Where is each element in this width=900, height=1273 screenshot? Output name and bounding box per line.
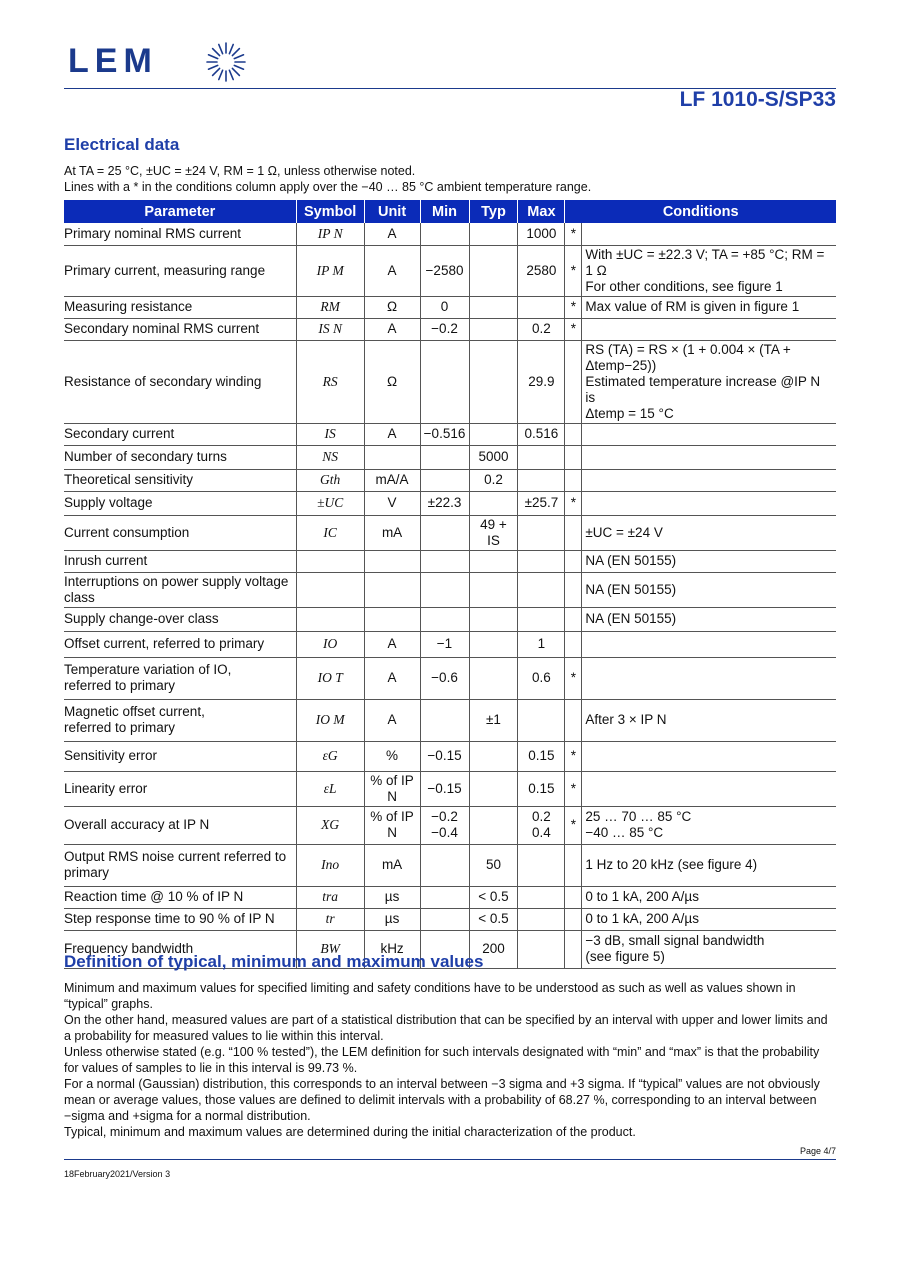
definition-text [64, 980, 836, 1140]
cell-typ [469, 550, 518, 572]
table-row [64, 550, 836, 572]
cell-unit: Ω [364, 340, 420, 423]
cell-min [420, 515, 469, 550]
cell-star [565, 631, 582, 657]
table-row [64, 572, 836, 607]
cell-unit: A [364, 657, 420, 699]
cell-symbol: IP N [296, 223, 364, 245]
cell-typ: < 0.5 [469, 908, 518, 930]
cell-typ [469, 607, 518, 631]
cell-parameter: Output RMS noise current referred to primary [64, 844, 296, 886]
cell-symbol: RM [296, 296, 364, 318]
cell-unit: A [364, 699, 420, 741]
cell-star [565, 844, 582, 886]
cell-parameter: Primary current, measuring range [64, 245, 296, 296]
cell-symbol: tra [296, 886, 364, 908]
cell-typ [469, 223, 518, 245]
table-row [64, 886, 836, 908]
cell-symbol: tr [296, 908, 364, 930]
cell-typ [469, 423, 518, 445]
cell-min: −1 [420, 631, 469, 657]
cell-star [565, 908, 582, 930]
cell-star: * [565, 245, 582, 296]
cell-max [518, 607, 565, 631]
cell-parameter: Theoretical sensitivity [64, 469, 296, 491]
cell-symbol [296, 572, 364, 607]
table-row [64, 699, 836, 741]
table-row [64, 515, 836, 550]
cell-typ [469, 806, 518, 844]
cell-star: * [565, 491, 582, 515]
cell-symbol: IO T [296, 657, 364, 699]
cell-min: −0.15 [420, 771, 469, 806]
cell-min: ±22.3 [420, 491, 469, 515]
cell-parameter: Number of secondary turns [64, 445, 296, 469]
section-title-definition: Definition of typical, minimum and maximum values [64, 952, 484, 971]
cell-min: −0.516 [420, 423, 469, 445]
cell-parameter: Resistance of secondary winding [64, 340, 296, 423]
cell-min [420, 908, 469, 930]
cell-parameter: Offset current, referred to primary [64, 631, 296, 657]
cell-conditions: 25 … 70 … 85 °C −40 … 85 °C [582, 806, 836, 844]
cell-symbol: IC [296, 515, 364, 550]
table-row [64, 318, 836, 340]
table-header-row [64, 200, 836, 223]
table-row [64, 844, 836, 886]
cell-symbol: IS [296, 423, 364, 445]
intro-line-1: At TA = 25 °C, ±UC = ±24 V, RM = 1 Ω, unless otherwise noted. [64, 164, 416, 178]
cell-conditions: NA (EN 50155) [582, 550, 836, 572]
table-row [64, 469, 836, 491]
cell-typ: 50 [469, 844, 518, 886]
cell-min [420, 607, 469, 631]
cell-conditions [582, 771, 836, 806]
cell-star: * [565, 223, 582, 245]
cell-max [518, 469, 565, 491]
cell-typ [469, 572, 518, 607]
cell-max [518, 515, 565, 550]
cell-conditions: −3 dB, small signal bandwidth (see figure 5) [582, 930, 836, 968]
col-header-parameter: Parameter [64, 200, 296, 223]
cell-max [518, 572, 565, 607]
cell-unit: mA [364, 844, 420, 886]
cell-parameter: Primary nominal RMS current [64, 223, 296, 245]
definition-paragraph: For a normal (Gaussian) distribution, this corresponds to an interval between −3 sigma and +3 sigma. If “typical” values are not obviously mean or average values, those values are defined to delimit intervals with a probability of 68.27 %, corresponding to an interval between −sigma and +sigma for a normal distribution. [64, 1077, 820, 1123]
table-row [64, 631, 836, 657]
cell-unit: Ω [364, 296, 420, 318]
cell-typ [469, 318, 518, 340]
cell-min: −0.6 [420, 657, 469, 699]
cell-min: 0 [420, 296, 469, 318]
cell-max: ±25.7 [518, 491, 565, 515]
cell-parameter: Magnetic offset current, referred to primary [64, 699, 296, 741]
section-title-electrical: Electrical data [64, 135, 180, 154]
footer-divider [64, 1159, 836, 1160]
cell-typ [469, 296, 518, 318]
table-row [64, 908, 836, 930]
cell-conditions: 0 to 1 kA, 200 A/µs [582, 886, 836, 908]
cell-conditions [582, 657, 836, 699]
cell-typ [469, 657, 518, 699]
cell-parameter: Secondary nominal RMS current [64, 318, 296, 340]
cell-symbol: RS [296, 340, 364, 423]
cell-parameter: Current consumption [64, 515, 296, 550]
cell-typ [469, 631, 518, 657]
cell-conditions [582, 318, 836, 340]
cell-max: 1000 [518, 223, 565, 245]
cell-star [565, 607, 582, 631]
cell-conditions [582, 491, 836, 515]
cell-max: 0.2 [518, 318, 565, 340]
footer-version: 18February2021/Version 3 [64, 1169, 171, 1179]
cell-max [518, 886, 565, 908]
cell-star [565, 469, 582, 491]
cell-conditions: 0 to 1 kA, 200 A/µs [582, 908, 836, 930]
cell-min [420, 550, 469, 572]
cell-typ [469, 340, 518, 423]
cell-conditions: NA (EN 50155) [582, 607, 836, 631]
cell-star [565, 886, 582, 908]
cell-typ [469, 771, 518, 806]
definition-paragraph: Typical, minimum and maximum values are determined during the initial characterization of the product. [64, 1125, 636, 1139]
cell-min [420, 886, 469, 908]
cell-min [420, 469, 469, 491]
cell-max [518, 844, 565, 886]
logo-burst-icon [204, 40, 248, 84]
cell-unit: µs [364, 886, 420, 908]
cell-parameter: Sensitivity error [64, 741, 296, 771]
cell-parameter: Interruptions on power supply voltage class [64, 572, 296, 607]
cell-unit [364, 550, 420, 572]
cell-symbol: εL [296, 771, 364, 806]
cell-unit: A [364, 245, 420, 296]
table-row [64, 340, 836, 423]
col-header-max: Max [518, 200, 565, 223]
cell-symbol: XG [296, 806, 364, 844]
cell-conditions: 1 Hz to 20 kHz (see figure 4) [582, 844, 836, 886]
cell-parameter: Overall accuracy at IP N [64, 806, 296, 844]
table-row [64, 806, 836, 844]
cell-min: −0.2 [420, 318, 469, 340]
cell-unit: A [364, 318, 420, 340]
cell-max: 1 [518, 631, 565, 657]
intro-text [64, 163, 591, 195]
cell-unit: kHz [364, 930, 420, 968]
cell-typ [469, 741, 518, 771]
cell-typ [469, 491, 518, 515]
cell-unit: A [364, 423, 420, 445]
cell-typ: < 0.5 [469, 886, 518, 908]
cell-parameter: Step response time to 90 % of IP N [64, 908, 296, 930]
col-header-typ: Typ [469, 200, 518, 223]
table-row [64, 771, 836, 806]
cell-unit [364, 607, 420, 631]
cell-conditions [582, 741, 836, 771]
cell-symbol: NS [296, 445, 364, 469]
cell-unit: V [364, 491, 420, 515]
cell-parameter: Frequency bandwidth [64, 930, 296, 968]
intro-line-2: Lines with a * in the conditions column apply over the −40 … 85 °C ambient temperature range. [64, 180, 592, 194]
cell-conditions [582, 469, 836, 491]
cell-symbol: IP M [296, 245, 364, 296]
cell-conditions [582, 445, 836, 469]
cell-min [420, 445, 469, 469]
cell-symbol [296, 607, 364, 631]
cell-star [565, 445, 582, 469]
table-row [64, 491, 836, 515]
cell-conditions: After 3 × IP N [582, 699, 836, 741]
cell-symbol: BW [296, 930, 364, 968]
cell-star [565, 550, 582, 572]
cell-symbol: ±UC [296, 491, 364, 515]
cell-conditions [582, 631, 836, 657]
definition-paragraph: On the other hand, measured values are part of a statistical distribution that can be specified by an interval with upper and lower limits and a probability for measured values to lie within this interval. [64, 1013, 828, 1043]
cell-unit: % of IP N [364, 771, 420, 806]
cell-conditions: With ±UC = ±22.3 V; TA = +85 °C; RM = 1 Ω For other conditions, see figure 1 [582, 245, 836, 296]
cell-unit: % [364, 741, 420, 771]
table-row [64, 741, 836, 771]
cell-star [565, 340, 582, 423]
cell-typ: 49 + IS [469, 515, 518, 550]
cell-max: 29.9 [518, 340, 565, 423]
table-row [64, 223, 836, 245]
company-logo: LEM [68, 42, 158, 80]
cell-min [420, 572, 469, 607]
cell-star: * [565, 296, 582, 318]
cell-typ: ±1 [469, 699, 518, 741]
table-row [64, 657, 836, 699]
cell-max: 0.516 [518, 423, 565, 445]
cell-star: * [565, 657, 582, 699]
cell-star [565, 423, 582, 445]
cell-symbol: IO [296, 631, 364, 657]
cell-min [420, 223, 469, 245]
cell-star [565, 572, 582, 607]
table-row [64, 607, 836, 631]
table-row [64, 245, 836, 296]
definition-paragraph: Unless otherwise stated (e.g. “100 % tested”), the LEM definition for such intervals designated with “min” and “max” is that the probability for values of samples to lie in this interval is 99.73 %. [64, 1045, 820, 1075]
cell-star [565, 515, 582, 550]
cell-typ [469, 245, 518, 296]
cell-star: * [565, 771, 582, 806]
table-row [64, 423, 836, 445]
cell-parameter: Inrush current [64, 550, 296, 572]
cell-unit: A [364, 631, 420, 657]
definition-paragraph: Minimum and maximum values for specified limiting and safety conditions have to be understood as such as well as values shown in “typical” graphs. [64, 981, 796, 1011]
cell-typ: 5000 [469, 445, 518, 469]
col-header-conditions: Conditions [565, 200, 836, 223]
cell-max [518, 699, 565, 741]
electrical-data-table [64, 200, 836, 969]
cell-max [518, 445, 565, 469]
cell-min: −0.2 −0.4 [420, 806, 469, 844]
page-header [64, 38, 836, 90]
cell-min [420, 699, 469, 741]
cell-typ: 0.2 [469, 469, 518, 491]
cell-max [518, 296, 565, 318]
cell-parameter: Secondary current [64, 423, 296, 445]
cell-typ: 200 [469, 930, 518, 968]
table-row [64, 445, 836, 469]
cell-unit [364, 572, 420, 607]
cell-max: 2580 [518, 245, 565, 296]
cell-min [420, 340, 469, 423]
cell-symbol: Ino [296, 844, 364, 886]
cell-star [565, 699, 582, 741]
cell-star: * [565, 741, 582, 771]
cell-conditions: RS (TA) = RS × (1 + 0.004 × (TA + Δtemp−25)) Estimated temperature increase @IP N is Δtemp = 15 °C [582, 340, 836, 423]
cell-symbol: Gth [296, 469, 364, 491]
cell-symbol: εG [296, 741, 364, 771]
cell-unit: % of IP N [364, 806, 420, 844]
cell-parameter: Supply change-over class [64, 607, 296, 631]
cell-parameter: Temperature variation of IO, referred to primary [64, 657, 296, 699]
col-header-unit: Unit [364, 200, 420, 223]
cell-symbol [296, 550, 364, 572]
cell-conditions: ±UC = ±24 V [582, 515, 836, 550]
page-number: Page 4/7 [799, 1146, 836, 1156]
cell-symbol: IS N [296, 318, 364, 340]
cell-parameter: Linearity error [64, 771, 296, 806]
cell-unit: A [364, 223, 420, 245]
cell-max: 0.15 [518, 771, 565, 806]
col-header-symbol: Symbol [296, 200, 364, 223]
cell-max: 0.6 [518, 657, 565, 699]
cell-conditions: Max value of RM is given in figure 1 [582, 296, 836, 318]
cell-symbol: IO M [296, 699, 364, 741]
cell-max: 0.15 [518, 741, 565, 771]
cell-unit [364, 445, 420, 469]
document-title: LF 1010-S/SP33 [679, 88, 836, 111]
cell-parameter: Measuring resistance [64, 296, 296, 318]
cell-parameter: Reaction time @ 10 % of IP N [64, 886, 296, 908]
cell-max: 0.2 0.4 [518, 806, 565, 844]
cell-conditions: NA (EN 50155) [582, 572, 836, 607]
cell-star: * [565, 806, 582, 844]
cell-max [518, 930, 565, 968]
cell-star: * [565, 318, 582, 340]
cell-max [518, 550, 565, 572]
cell-unit: µs [364, 908, 420, 930]
table-row [64, 296, 836, 318]
cell-conditions [582, 223, 836, 245]
cell-max [518, 908, 565, 930]
col-header-min: Min [420, 200, 469, 223]
cell-unit: mA [364, 515, 420, 550]
cell-min [420, 844, 469, 886]
cell-min: −0.15 [420, 741, 469, 771]
cell-parameter: Supply voltage [64, 491, 296, 515]
cell-unit: mA/A [364, 469, 420, 491]
cell-star [565, 930, 582, 968]
cell-min: −2580 [420, 245, 469, 296]
cell-conditions [582, 423, 836, 445]
